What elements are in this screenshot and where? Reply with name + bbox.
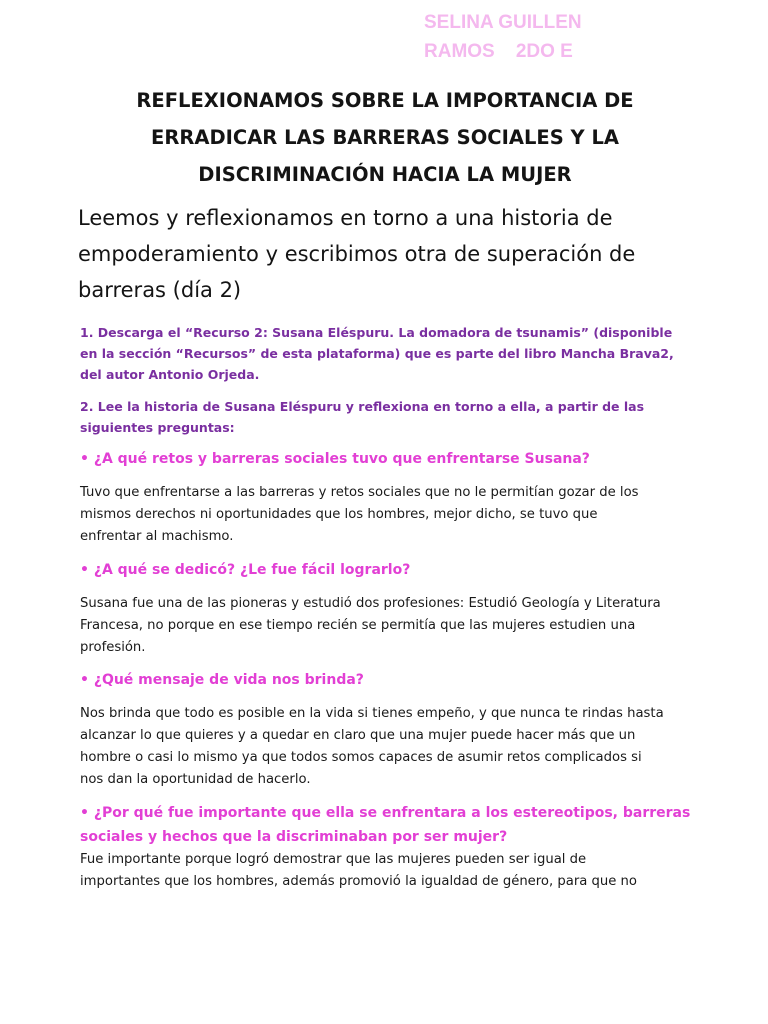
question-3 [80, 668, 720, 692]
answer-3 [80, 703, 720, 791]
answer-1 [80, 482, 720, 548]
answer-line: profesión. [80, 640, 146, 655]
question-line: • ¿Qué mensaje de vida nos brinda? [80, 672, 364, 688]
author-line: SELINA GUILLEN [424, 12, 582, 33]
answer-line: alcanzar lo que quieres y a quedar en claro que una mujer puede hacer más que un [80, 728, 636, 743]
answer-line: nos dan la oportunidad de hacerlo. [80, 772, 311, 787]
instruction-line: en la sección “Recursos” de esta plataforma) que es parte del libro Mancha Brava2, [80, 346, 674, 361]
instruction-line: siguientes preguntas: [80, 420, 235, 435]
answer-line: Susana fue una de las pioneras y estudió dos profesiones: Estudió Geología y Literatura [80, 596, 661, 611]
answer-line: enfrentar al machismo. [80, 529, 234, 544]
answer-line: Tuvo que enfrentarse a las barreras y retos sociales que no le permitían gozar de los [80, 485, 639, 500]
answer-4 [80, 849, 720, 893]
question-1 [80, 447, 720, 471]
question-line: • ¿A qué retos y barreras sociales tuvo que enfrentarse Susana? [80, 451, 590, 467]
subtitle-line: barreras (día 2) [78, 278, 242, 302]
answer-line: Nos brinda que todo es posible en la vida si tienes empeño, y que nunca te rindas hasta [80, 706, 664, 721]
instruction-2 [80, 396, 700, 438]
answer-line: Francesa, no porque en ese tiempo recién se permitía que las mujeres estudien una [80, 618, 636, 633]
answer-line: Fue importante porque logró demostrar que las mujeres pueden ser igual de [80, 852, 587, 867]
answer-line: mismos derechos ni oportunidades que los hombres, mejor dicho, se tuvo que [80, 507, 598, 522]
answer-line: importantes que los hombres, además promovió la igualdad de género, para que no [80, 874, 637, 889]
question-2 [80, 558, 720, 582]
subtitle-line: Leemos y reflexionamos en torno a una historia de [78, 206, 613, 230]
lesson-subtitle [78, 200, 718, 308]
answer-line: hombre o casi lo mismo ya que todos somos capaces de asumir retos complicados si [80, 750, 642, 765]
instruction-line: 2. Lee la historia de Susana Eléspuru y reflexiona en torno a ella, a partir de las [80, 399, 645, 414]
title-line: ERRADICAR LAS BARRERAS SOCIALES Y LA [151, 126, 619, 149]
question-line: sociales y hechos que la discriminaban por ser mujer? [80, 829, 508, 845]
subtitle-line: empoderamiento y escribimos otra de superación de [78, 242, 636, 266]
author-name [424, 8, 624, 66]
author-line: RAMOS 2DO E [424, 41, 573, 62]
instruction-line: del autor Antonio Orjeda. [80, 367, 260, 382]
question-4 [80, 801, 720, 849]
instruction-1 [80, 322, 700, 385]
answer-2 [80, 593, 720, 659]
question-line: • ¿A qué se dedicó? ¿Le fue fácil lograrlo? [80, 562, 411, 578]
title-line: REFLEXIONAMOS SOBRE LA IMPORTANCIA DE [136, 89, 634, 112]
page-title [60, 82, 710, 193]
question-line: • ¿Por qué fue importante que ella se enfrentara a los estereotipos, barreras [80, 805, 691, 821]
title-line: DISCRIMINACIÓN HACIA LA MUJER [198, 163, 572, 186]
instruction-line: 1. Descarga el “Recurso 2: Susana Eléspuru. La domadora de tsunamis” (disponible [80, 325, 673, 340]
